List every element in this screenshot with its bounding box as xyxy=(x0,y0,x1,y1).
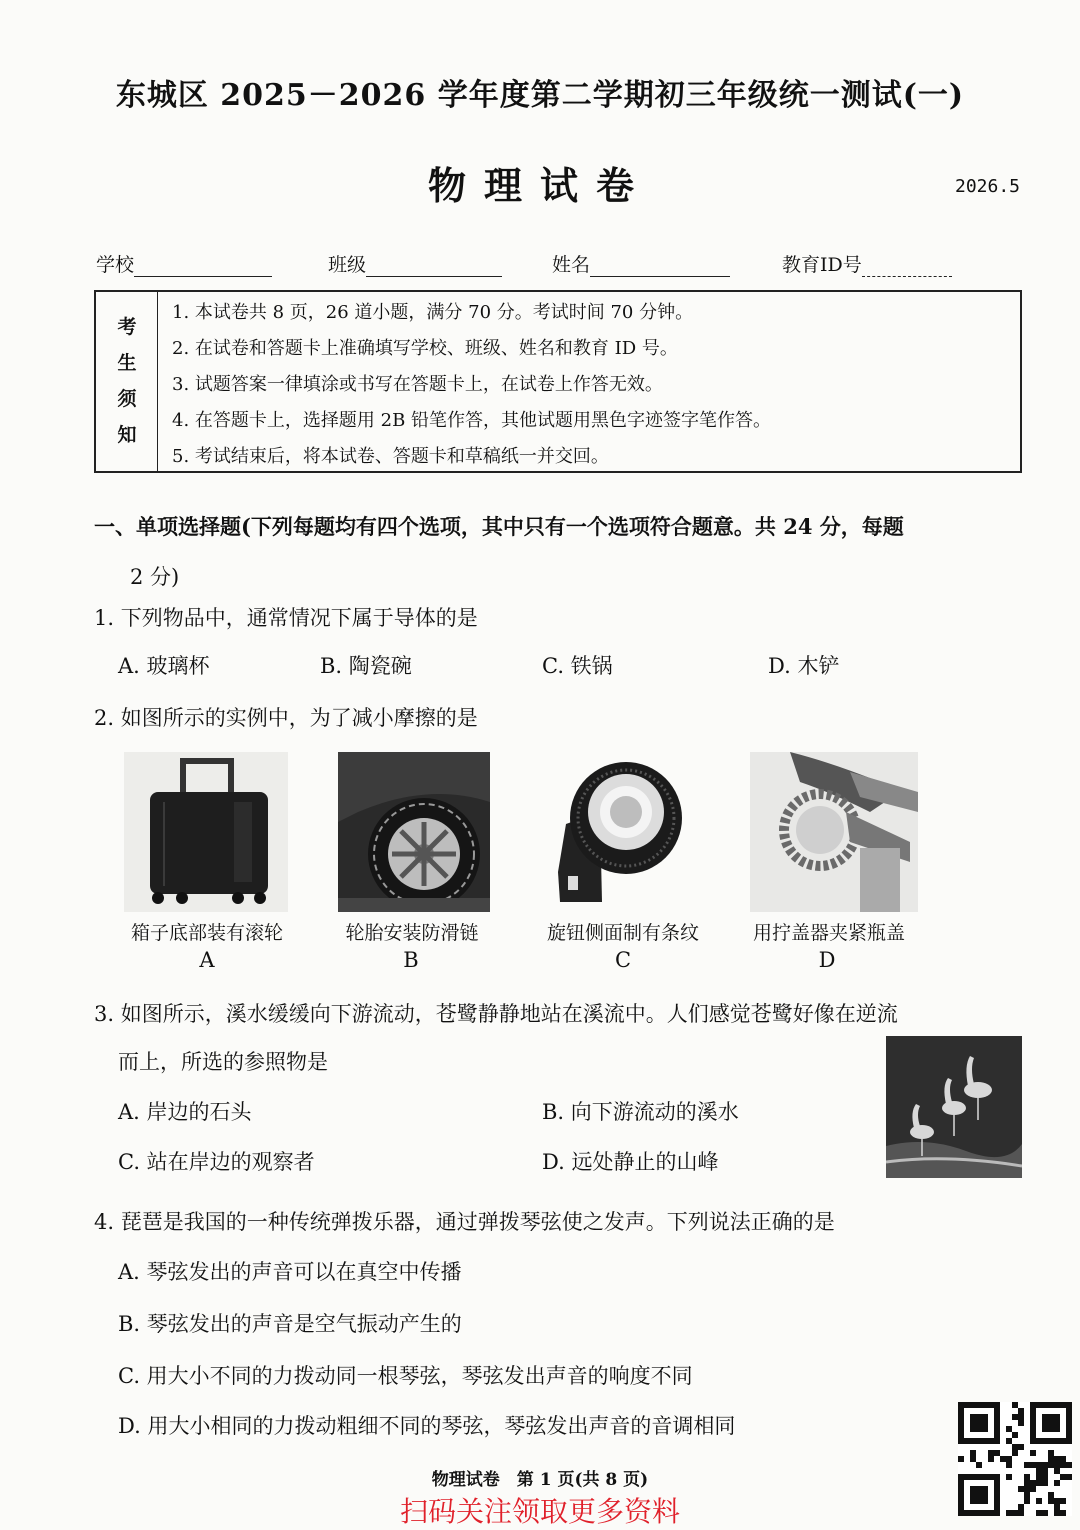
q4-option-c: C. 用大小不同的力拨动同一根琴弦，琴弦发出声音的响度不同 xyxy=(118,1364,693,1388)
edu-id-label: 教育ID号 xyxy=(782,254,862,276)
q2-caption-b: 轮胎安装防滑链 xyxy=(345,922,479,944)
notice-item: 4. 在答题卡上，选择题用 2B 铅笔作答，其他试题用黑色字迹签字笔作答。 xyxy=(172,410,772,431)
question-3-stem: 3. 如图所示，溪水缓缓向下游流动，苍鹭静静地站在溪流中。人们感觉苍鹭好像在逆流 xyxy=(94,1002,898,1026)
knob-image xyxy=(540,752,700,912)
q2-caption-c: 旋钮侧面制有条纹 xyxy=(546,922,699,944)
notice-label: 考 生 须 知 xyxy=(96,292,158,471)
promo-text: 扫码关注领取更多资料 xyxy=(399,1495,680,1528)
q3-option-b: B. 向下游流动的溪水 xyxy=(542,1100,739,1124)
q2-letter-a: A xyxy=(199,948,215,972)
exam-title: 东城区 2025－2026 学年度第二学期初三年级统一测试(一) xyxy=(115,78,965,113)
q4-option-b: B. 琴弦发出的声音是空气振动产生的 xyxy=(118,1312,462,1336)
notice-item: 2. 在试卷和答题卡上准确填写学校、班级、姓名和教育 ID 号。 xyxy=(172,338,678,359)
q4-option-d: D. 用大小相同的力拨动粗细不同的琴弦，琴弦发出声音的音调相同 xyxy=(118,1414,736,1438)
school-label: 学校 xyxy=(96,254,135,276)
q2-caption-d: 用拧盖器夹紧瓶盖 xyxy=(752,922,905,944)
q1-option-c: C. 铁锅 xyxy=(542,654,613,678)
q4-option-a: A. 琴弦发出的声音可以在真空中传播 xyxy=(118,1260,462,1284)
name-label: 姓名 xyxy=(552,254,591,276)
notice-box xyxy=(94,290,1022,473)
section-heading: 一、单项选择题(下列每题均有四个选项，其中只有一个选项符合题意。共 24 分，每题 2 分) xyxy=(94,514,904,589)
q2-letter-b: B xyxy=(403,948,419,972)
page-footer: 物理试卷 第 1 页(共 8 页) xyxy=(431,1470,649,1490)
q1-option-a: A. 玻璃杯 xyxy=(118,654,210,678)
edu-id-field xyxy=(782,250,952,277)
notice-item: 1. 本试卷共 8 页，26 道小题，满分 70 分。考试时间 70 分钟。 xyxy=(172,302,694,323)
q1-option-d: D. 木铲 xyxy=(768,654,840,678)
question-2-stem: 2. 如图所示的实例中，为了减小摩擦的是 xyxy=(94,706,478,730)
school-field xyxy=(96,250,272,277)
q2-letter-d: D xyxy=(818,948,836,972)
class-field xyxy=(328,250,502,277)
q3-option-d: D. 远处静止的山峰 xyxy=(542,1150,719,1174)
notice-item: 3. 试题答案一律填涂或书写在答题卡上，在试卷上作答无效。 xyxy=(172,374,663,395)
question-4-stem: 4. 琵琶是我国的一种传统弹拨乐器，通过弹拨琴弦使之发声。下列说法正确的是 xyxy=(94,1210,835,1234)
question-1-stem: 1. 下列物品中，通常情况下属于导体的是 xyxy=(94,606,478,630)
q3-option-c: C. 站在岸边的观察者 xyxy=(118,1150,315,1174)
q2-caption-a: 箱子底部装有滚轮 xyxy=(130,922,283,944)
suitcase-image xyxy=(124,752,288,912)
exam-subtitle: 物理试卷 xyxy=(427,163,652,208)
class-label: 班级 xyxy=(328,254,367,276)
q2-letter-c: C xyxy=(614,948,632,972)
heron-image xyxy=(886,1036,1022,1178)
exam-date: 2026.5 xyxy=(955,176,1021,197)
q3-option-a: A. 岸边的石头 xyxy=(118,1100,252,1124)
name-field xyxy=(552,250,730,277)
tire-chain-image xyxy=(338,752,490,912)
q1-option-b: B. 陶瓷碗 xyxy=(320,654,412,678)
bottle-opener-image xyxy=(750,752,918,912)
question-3-stem-cont: 而上，所选的参照物是 xyxy=(118,1050,328,1074)
notice-item: 5. 考试结束后，将本试卷、答题卡和草稿纸一并交回。 xyxy=(172,446,609,467)
